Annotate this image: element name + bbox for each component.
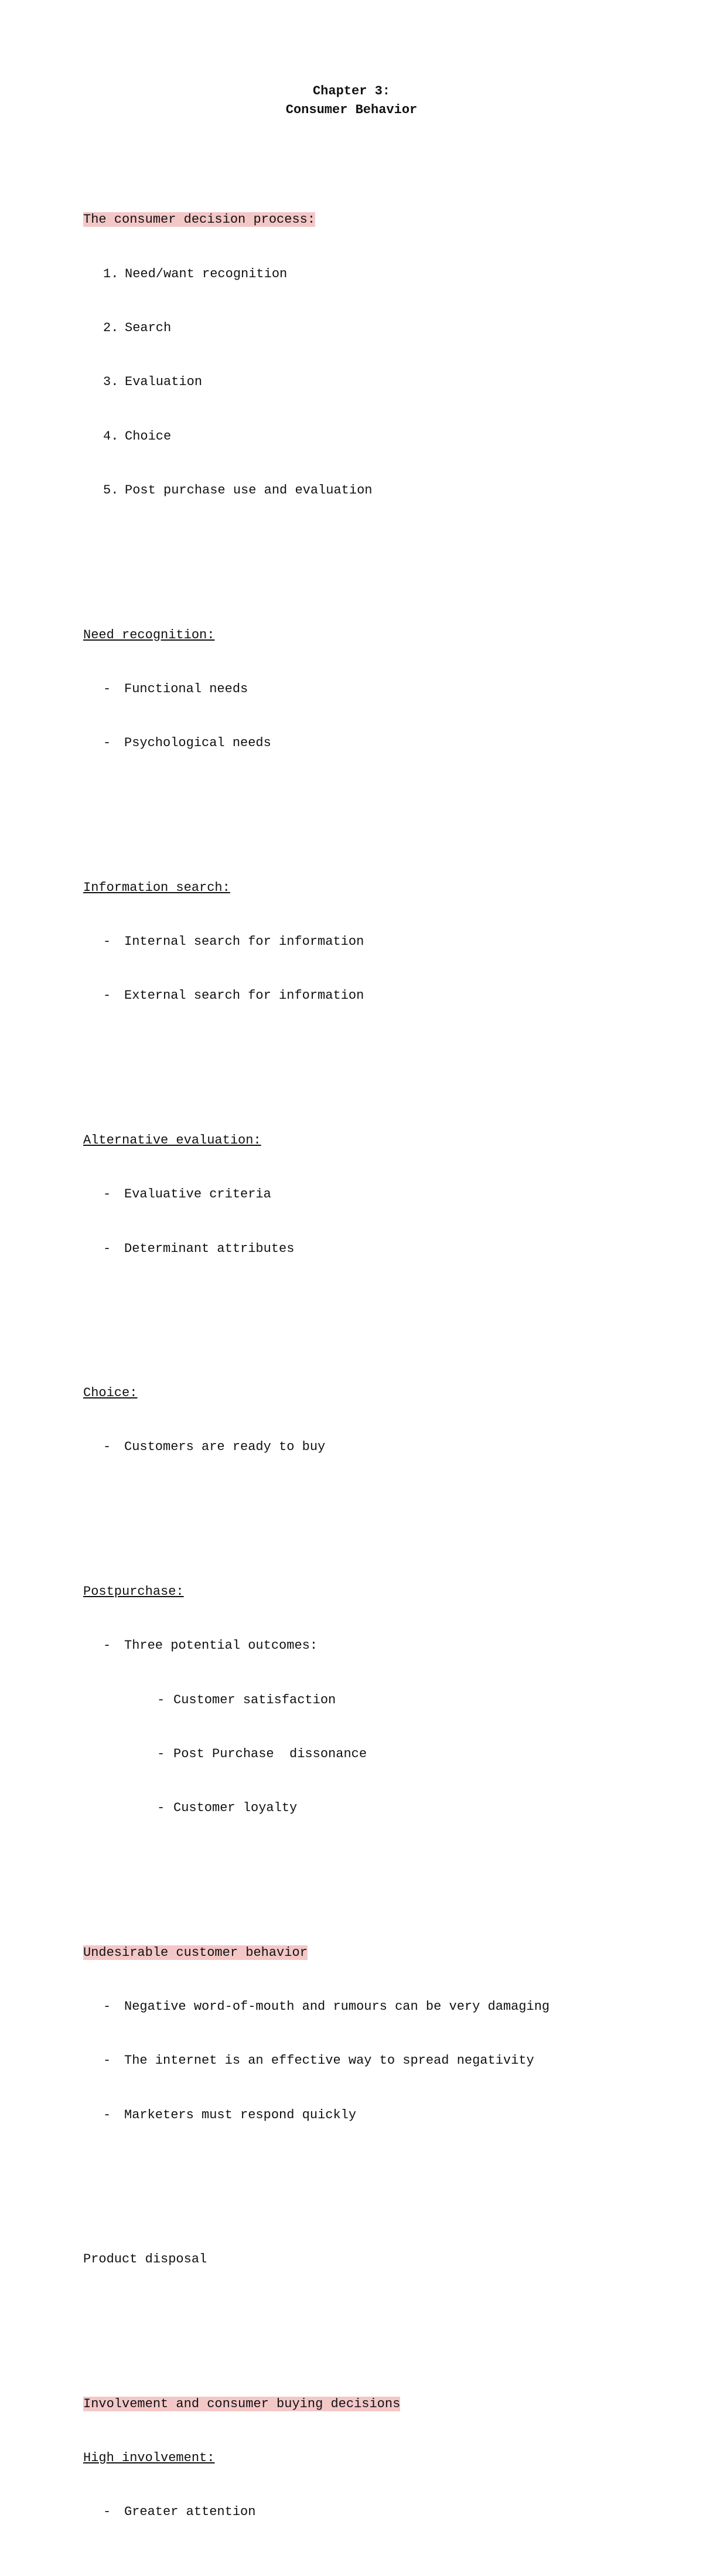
bullet: - [157,1692,165,1707]
bullet: - [103,988,111,1003]
list-item [83,373,550,392]
heading-choice: Choice: [83,1385,138,1400]
section-heading [83,211,550,229]
section-heading [83,1583,550,1601]
list-item-text: Search [125,320,172,335]
highlighted-heading-involvement: Involvement and consumer buying decisions [83,2396,401,2411]
list-item [83,266,550,284]
bullet: - [103,681,111,696]
chapter-number: Chapter 3: [312,84,391,98]
list-item-text: Three potential outcomes: [124,1638,318,1653]
list-item [83,1186,550,1204]
list-item-text: Customers are ready to buy [124,1440,326,1455]
list-item [83,734,550,753]
spacer [83,2160,550,2179]
bullet: - [103,1187,111,1202]
sub-list-item-text: Customer loyalty [173,1801,298,1816]
list-item [83,1240,550,1258]
bullet: - [157,1746,165,1761]
list-item [83,1637,550,1655]
spacer [83,1294,550,1312]
list-item [83,2107,550,2125]
heading-need-recognition: Need recognition: [83,627,215,642]
list-item [83,1438,550,1457]
list-item-text: Functional needs [124,681,248,696]
list-item [83,987,550,1005]
list-item-text: Determinant attributes [124,1241,295,1256]
section-heading [83,1944,550,1962]
sub-list-item [83,1692,550,1710]
list-item-text: Psychological needs [124,736,271,751]
list-item-text: Evaluative criteria [124,1187,271,1202]
list-item-text: Greater attention [124,2504,256,2520]
bullet: - [103,1638,111,1653]
list-item-text: Evaluation [125,375,203,390]
list-number: 4. [103,428,119,444]
list-number: 3. [103,375,119,390]
highlighted-heading-decision-process: The consumer decision process: [83,212,316,227]
list-item [83,2052,550,2070]
list-number: 2. [103,320,119,335]
chapter-name: Consumer Behavior [285,103,418,117]
bullet: - [157,1801,165,1816]
notes-body [83,139,550,2576]
list-number: 5. [103,483,119,498]
bullet: - [103,2504,111,2520]
heading-postpurchase: Postpurchase: [83,1584,184,1599]
bullet: - [103,2107,111,2122]
list-item-text: External search for information [124,988,364,1003]
list-item [83,2503,550,2521]
bullet: - [103,2053,111,2068]
sub-list-item-text: Customer satisfaction [173,1692,336,1707]
bullet: - [103,1440,111,1455]
list-item [83,482,550,500]
product-disposal-text: Product disposal [83,2252,207,2267]
list-item [83,680,550,699]
plain-line [83,2251,550,2269]
spacer [83,2305,550,2323]
spacer [83,1493,550,1511]
section-heading [83,2395,550,2414]
list-item [83,428,550,446]
section-heading [83,1132,550,1150]
list-item-text: Marketers must respond quickly [124,2107,357,2122]
list-item-text: Internal search for information [124,934,364,950]
bullet: - [103,1999,111,2014]
sub-heading [83,2449,550,2468]
section-heading [83,627,550,645]
heading-alternative-evaluation: Alternative evaluation: [83,1132,261,1148]
chapter-title [0,82,703,120]
sub-list-item-text: Post Purchase dissonance [173,1746,367,1761]
spacer [83,536,550,554]
bullet: - [103,1241,111,1256]
heading-high-involvement: High involvement: [83,2451,215,2465]
list-item-text: Post purchase use and evaluation [125,483,373,498]
spacer [83,1854,550,1872]
list-item [83,319,550,338]
list-item-text: Need/want recognition [125,266,288,281]
sub-list-item [83,1799,550,1818]
list-item [83,933,550,951]
bullet: - [103,736,111,751]
list-item [83,1998,550,2016]
spacer [83,789,550,807]
sub-list-item [83,1745,550,1764]
list-item-text: Choice [125,428,172,444]
list-item-text: Negative word-of-mouth and rumours can be very damaging [124,1999,550,2014]
list-item-text: The internet is an effective way to spread negativity [124,2053,534,2068]
bullet: - [103,934,111,950]
section-heading [83,1384,550,1403]
highlighted-heading-undesirable: Undesirable customer behavior [83,1945,308,1960]
section-heading [83,879,550,897]
spacer [83,1042,550,1060]
heading-information-search: Information search: [83,880,230,895]
list-number: 1. [103,266,119,281]
